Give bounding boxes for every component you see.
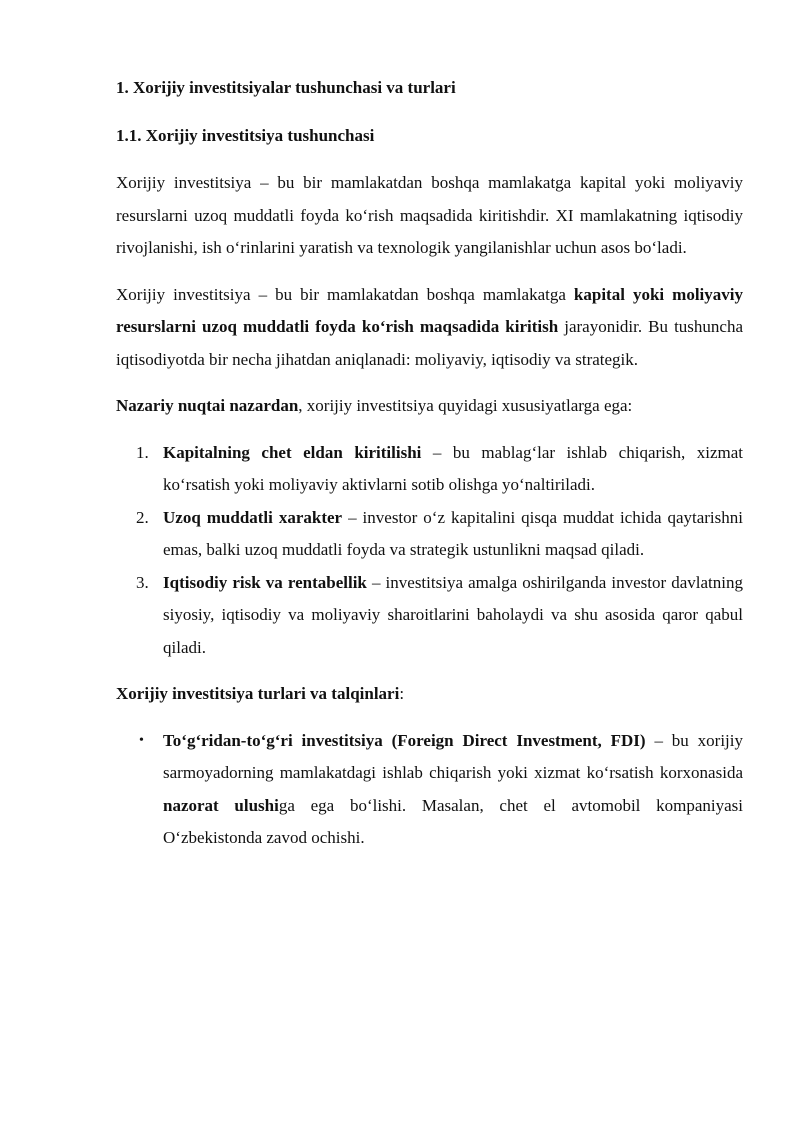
para2-bold: kapital yoki moliyaviy resurslarni uzoq muddatli foyda koʻrish maqsadida kiritish (116, 284, 743, 336)
paragraph-definition-extended (116, 279, 743, 377)
paragraph-types-heading (116, 678, 743, 711)
para2-pre: Xorijiy investitsiya – bu bir mamlakatdan boshqa mamlakatga (116, 284, 574, 304)
bullet-list (116, 725, 743, 855)
list-item-text: – investor oʻz kapitalini qisqa muddat ichida qaytarishni emas, balki uzoq muddatli foyda va strategik ustunlikni maqsad qiladi. (163, 507, 743, 559)
list-number: 3. (136, 572, 149, 592)
para4-bold: Xorijiy investitsiya turlari va talqinlari (116, 684, 400, 703)
paragraph-definition: Xorijiy investitsiya – bu bir mamlakatdan boshqa mamlakatga kapital yoki moliyaviy resurslarni uzoq muddatli foyda koʻrish maqsadida kiritishdir. XI mamlakatning iqtisodiy rivojlanishi, ish oʻrinlarini yaratish va texnologik yangilanishlar uchun asos boʻladi. (116, 173, 743, 257)
para4-post: : (399, 684, 405, 703)
bullet-item-text-2: ga ega boʻlishi. Masalan, chet el avtomobil kompaniyasi Oʻzbekistonda zavod ochishi. (163, 795, 743, 847)
list-item-bold: Kapitalning chet eldan kiritilishi (163, 442, 422, 462)
heading-section-1: 1. Xorijiy investitsiyalar tushunchasi va turlari (116, 78, 456, 97)
paragraph-theoretical (116, 390, 743, 423)
list-number: 1. (136, 442, 149, 462)
list-item-text: – investitsiya amalga oshirilganda investor davlatning siyosiy, iqtisodiy va moliyaviy sharoitlarini baholaydi va shu asosida qaror qabul qiladi. (163, 572, 743, 657)
bullet-item-bold-2: nazorat ulushi (163, 795, 279, 815)
heading-subsection-1-1: 1.1. Xorijiy investitsiya tushunchasi (116, 125, 375, 145)
numbered-list-item-1 (116, 437, 743, 502)
bullet-item-text: – bu xorijiy sarmoyadorning mamlakatdagi ishlab chiqarish yoki xizmat koʻrsatish korxonasida (163, 730, 743, 782)
bullet-icon: • (139, 732, 144, 748)
para2-post: jarayonidir. Bu tushuncha iqtisodiyotda bir necha jihatdan aniqlanadi: moliyaviy, iqtisodiy va strategik. (116, 317, 743, 369)
numbered-list-item-2 (116, 502, 743, 567)
bullet-list-item-1 (116, 725, 743, 855)
list-item-bold: Uzoq muddatli xarakter (163, 507, 343, 527)
list-item-bold: Iqtisodiy risk va rentabellik (163, 572, 367, 592)
list-item-text: – bu mablagʻlar ishlab chiqarish, xizmat koʻrsatish yoki moliyaviy aktivlarni sotib olishga yoʻnaltiriladi. (163, 442, 744, 494)
bullet-item-bold: Toʻgʻridan-toʻgʻri investitsiya (Foreign Direct Investment, FDI) (163, 730, 646, 750)
para3-bold: Nazariy nuqtai nazardan (116, 396, 299, 415)
list-number: 2. (136, 507, 149, 527)
document-page (116, 72, 743, 869)
numbered-list-item-3 (116, 567, 743, 665)
para3-post: , xorijiy investitsiya quyidagi xususiyatlarga ega: (298, 396, 633, 415)
numbered-list (116, 437, 743, 665)
